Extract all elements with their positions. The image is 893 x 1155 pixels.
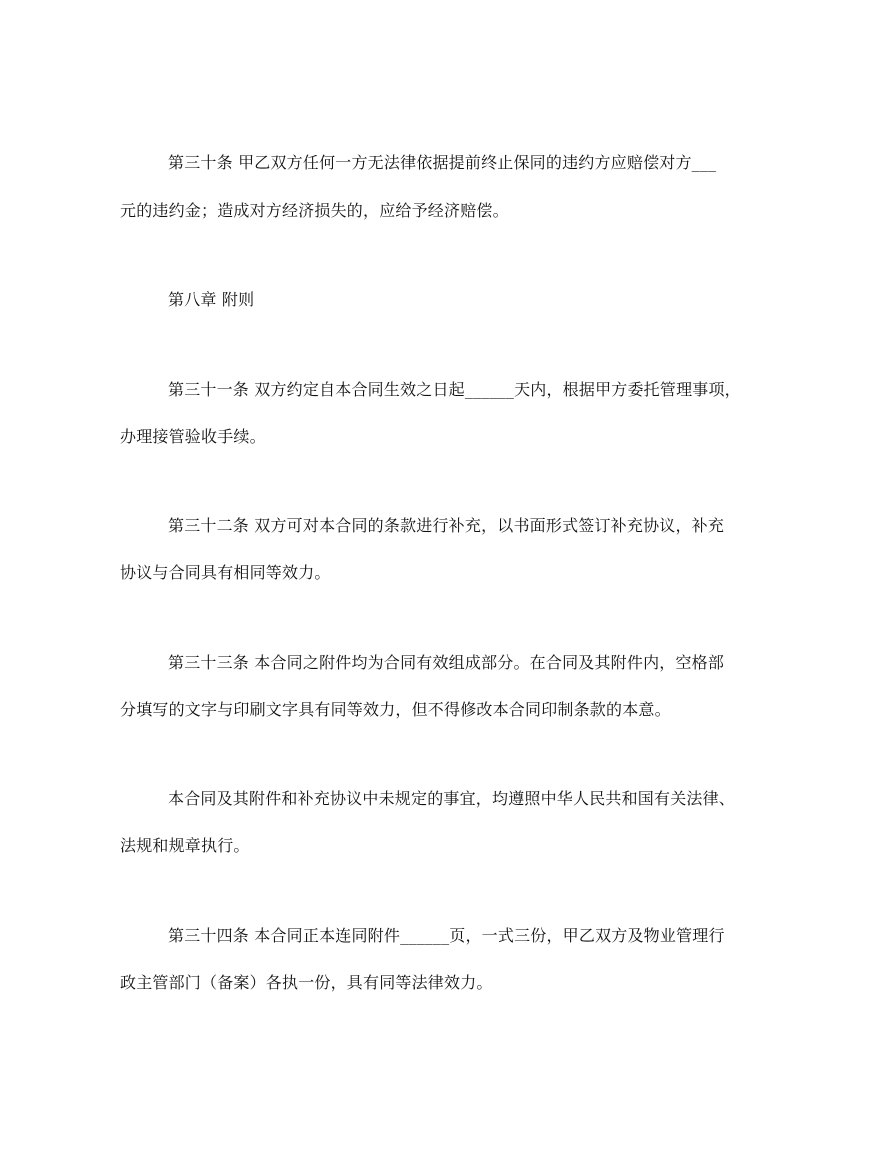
article-30-line-1: 第三十条 甲乙双方任何一方无法律依据提前终止保同的违约方应赔偿对方___ (168, 153, 717, 172)
article-33-line-2: 分填写的文字与印刷文字具有同等效力，但不得修改本合同印制条款的本意。 (120, 700, 671, 719)
article-33b-line-1: 本合同及其附件和补充协议中未规定的事宜，均遵照中华人民共和国有关法律、 (168, 789, 736, 808)
article-31-line-1: 第三十一条 双方约定自本合同生效之日起______天内，根据甲方委托管理事项， (168, 380, 741, 399)
article-30-line-2: 元的违约金；造成对方经济损失的，应给予经济赔偿。 (120, 201, 509, 220)
article-34-line-1: 第三十四条 本合同正本连同附件______页，一式三份，甲乙双方及物业管理行 (168, 926, 725, 945)
article-33b-line-2: 法规和规章执行。 (120, 836, 250, 855)
article-33-line-1: 第三十三条 本合同之附件均为合同有效组成部分。在合同及其附件内，空格部 (168, 653, 725, 672)
chapter-8-heading: 第八章 附则 (168, 290, 255, 309)
article-31-line-2: 办理接管验收手续。 (120, 427, 266, 446)
article-34-line-2: 政主管部门（备案）各执一份，具有同等法律效力。 (120, 973, 493, 992)
article-32-line-1: 第三十二条 双方可对本合同的条款进行补充，以书面形式签订补充协议，补充 (168, 516, 725, 535)
article-32-line-2: 协议与合同具有相同等效力。 (120, 563, 331, 582)
